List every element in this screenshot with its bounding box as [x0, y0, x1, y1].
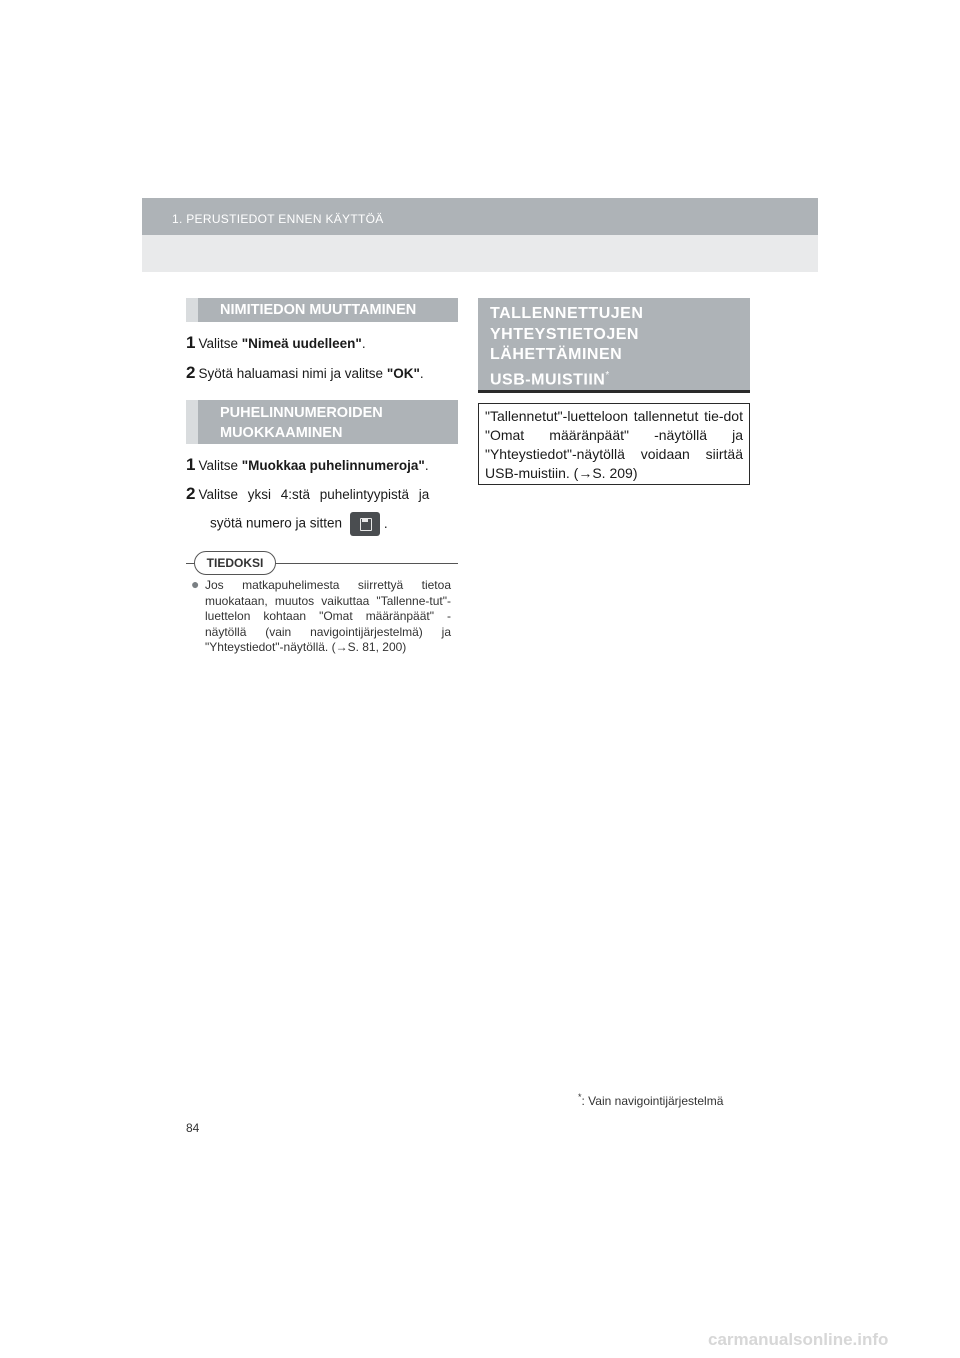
- step-number: 2: [186, 363, 196, 382]
- step-text: Valitse: [198, 336, 242, 351]
- footnote-mark: *: [578, 1092, 582, 1102]
- page-number: 84: [186, 1121, 200, 1135]
- heading-line4: [490, 366, 643, 391]
- note-badge: TIEDOKSI: [194, 551, 276, 575]
- heading-line4-text: USB-MUISTIIN: [490, 370, 606, 388]
- heading-rule: [478, 390, 750, 393]
- heading-line3: LÄHETTÄMINEN: [490, 346, 623, 363]
- save-icon: [350, 512, 380, 536]
- step-text-line1: Valitse yksi 4:stä puhelintyypistä ja: [198, 487, 430, 502]
- step-end: .: [383, 515, 388, 531]
- step-number: 1: [186, 455, 196, 474]
- step-end: .: [419, 366, 424, 381]
- usb-info-text: "Tallennetut"-luetteloon tallennetut tie-dot "Omat määränpäät" -näytöllä ja "Yhteystiedot"-näytöllä voidaan siirtää USB-muistiin. (→S. 209): [485, 408, 743, 481]
- heading-tab: [186, 400, 198, 444]
- step-end: .: [424, 458, 429, 473]
- step-text-line2: syötä numero ja sitten: [210, 515, 343, 531]
- heading-text-line1: PUHELINNUMEROIDEN: [220, 405, 383, 421]
- usb-info-box: [478, 403, 750, 485]
- heading-text: [490, 304, 643, 390]
- step-end: .: [361, 336, 366, 351]
- step-number: 2: [186, 484, 196, 503]
- footnote: [578, 1092, 723, 1108]
- note-text-block: [191, 578, 451, 656]
- heading-text: NIMITIEDON MUUTTAMINEN: [220, 302, 417, 318]
- heading-text-line2: MUOKKAAMINEN: [220, 425, 343, 441]
- step-text: Valitse: [198, 458, 242, 473]
- section-heading-rename: [186, 298, 458, 322]
- heading-line1: TALLENNETTUJEN: [490, 305, 644, 322]
- chapter-title: 1. PERUSTIEDOT ENNEN KÄYTTÖÄ: [172, 212, 384, 226]
- step-text: Syötä haluamasi nimi ja valitse: [198, 366, 387, 381]
- step-option: "Muokkaa puhelinnumeroja": [241, 458, 425, 473]
- heading-tab: [186, 298, 198, 322]
- step-2-rename: [186, 363, 424, 383]
- section-heading-usb-transfer: [478, 298, 750, 390]
- step-2-edit-numbers: [186, 484, 458, 504]
- heading-line2: YHTEYSTIETOJEN: [490, 325, 639, 343]
- step-number: 1: [186, 333, 196, 352]
- step-2-edit-numbers-cont: [210, 512, 388, 536]
- bullet-icon: ●: [191, 576, 200, 592]
- section-heading-edit-numbers: [186, 400, 458, 444]
- step-1-edit-numbers: [186, 455, 429, 475]
- note-body: Jos matkapuhelimesta siirrettyä tietoa muokataan, muutos vaikuttaa "Tallenne-tut"-luettelon kohtaan "Omat määränpäät" -näytöllä (vain navigointijärjestelmä) ja "Yhteystiedot"-näytöllä. (→S. 81, 200): [205, 578, 451, 654]
- step-option: "OK": [386, 366, 420, 381]
- step-option: "Nimeä uudelleen": [241, 336, 362, 351]
- asterisk-mark: *: [605, 369, 610, 381]
- footnote-text: : Vain navigointijärjestelmä: [581, 1094, 724, 1108]
- step-1-rename: [186, 333, 366, 353]
- watermark: carmanualsonline.info: [708, 1330, 889, 1349]
